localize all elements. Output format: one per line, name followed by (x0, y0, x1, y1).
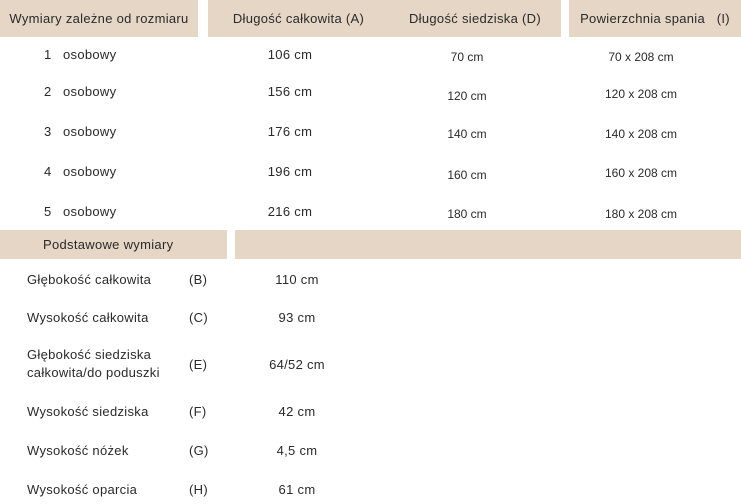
header-sleep-area-code: (I) (716, 11, 730, 26)
size-row-num: 3 (44, 124, 52, 139)
size-row-seat-length: 120 cm (447, 89, 487, 103)
size-row-total-length: 156 cm (267, 84, 313, 99)
basic-row-label: Wysokość oparcia (27, 482, 138, 497)
basic-row-label (27, 346, 160, 382)
basic-row-value: 61 cm (278, 482, 316, 497)
basic-row-code: (G) (189, 443, 209, 458)
size-row-seat-length: 180 cm (447, 207, 487, 221)
header-sleep-area (569, 0, 741, 37)
basic-row-code: (H) (189, 482, 208, 497)
basic-row-label: Wysokość całkowita (27, 310, 149, 325)
header-total-length: Długość całkowita (A) (208, 0, 389, 37)
basic-row-label-line2: całkowita/do poduszki (27, 365, 160, 380)
basic-row-value: 42 cm (278, 404, 316, 419)
basic-row-value: 93 cm (278, 310, 316, 325)
basic-row-value: 64/52 cm (269, 357, 325, 372)
basic-row-value: 110 cm (275, 272, 319, 287)
header-sleep-area-label: Powierzchnia spania (580, 11, 705, 26)
size-row-num: 1 (44, 47, 52, 62)
basic-dimensions-header-blank (235, 230, 741, 259)
size-row-sleep-area: 70 x 208 cm (608, 50, 674, 64)
size-row-total-length: 106 cm (267, 47, 313, 62)
size-row-sleep-area: 160 x 208 cm (604, 166, 678, 180)
size-row-total-length: 216 cm (267, 204, 313, 219)
basic-row-code: (E) (189, 357, 208, 372)
size-row-seat-length: 160 cm (447, 168, 487, 182)
size-row-total-length: 196 cm (267, 164, 313, 179)
size-row-label: osobowy (63, 164, 117, 179)
size-row-seat-length: 70 cm (450, 50, 484, 64)
size-row-num: 4 (44, 164, 52, 179)
size-row-sleep-area: 120 x 208 cm (604, 87, 678, 101)
basic-row-code: (B) (189, 272, 208, 287)
size-row-label: osobowy (63, 84, 117, 99)
header-size-dependent: Wymiary zależne od rozmiaru (0, 0, 198, 37)
size-row-label: osobowy (63, 47, 117, 62)
size-row-label: osobowy (63, 124, 117, 139)
basic-row-label: Wysokość siedziska (27, 404, 149, 419)
basic-dimensions-title: Podstawowe wymiary (43, 237, 174, 252)
basic-row-label-line1: Głębokość siedziska (27, 347, 152, 362)
header-seat-length: Długość siedziska (D) (389, 0, 561, 37)
size-row-seat-length: 140 cm (447, 127, 487, 141)
basic-row-label: Wysokość nóżek (27, 443, 129, 458)
size-row-total-length: 176 cm (267, 124, 313, 139)
size-row-num: 2 (44, 84, 52, 99)
size-row-sleep-area: 180 x 208 cm (604, 207, 678, 221)
basic-row-label: Głębokość całkowita (27, 272, 152, 287)
basic-row-code: (C) (189, 310, 208, 325)
size-row-sleep-area: 140 x 208 cm (604, 127, 678, 141)
basic-row-code: (F) (189, 404, 207, 419)
size-row-label: osobowy (63, 204, 117, 219)
basic-dimensions-header (0, 230, 227, 259)
basic-row-value: 4,5 cm (276, 443, 318, 458)
size-row-num: 5 (44, 204, 52, 219)
